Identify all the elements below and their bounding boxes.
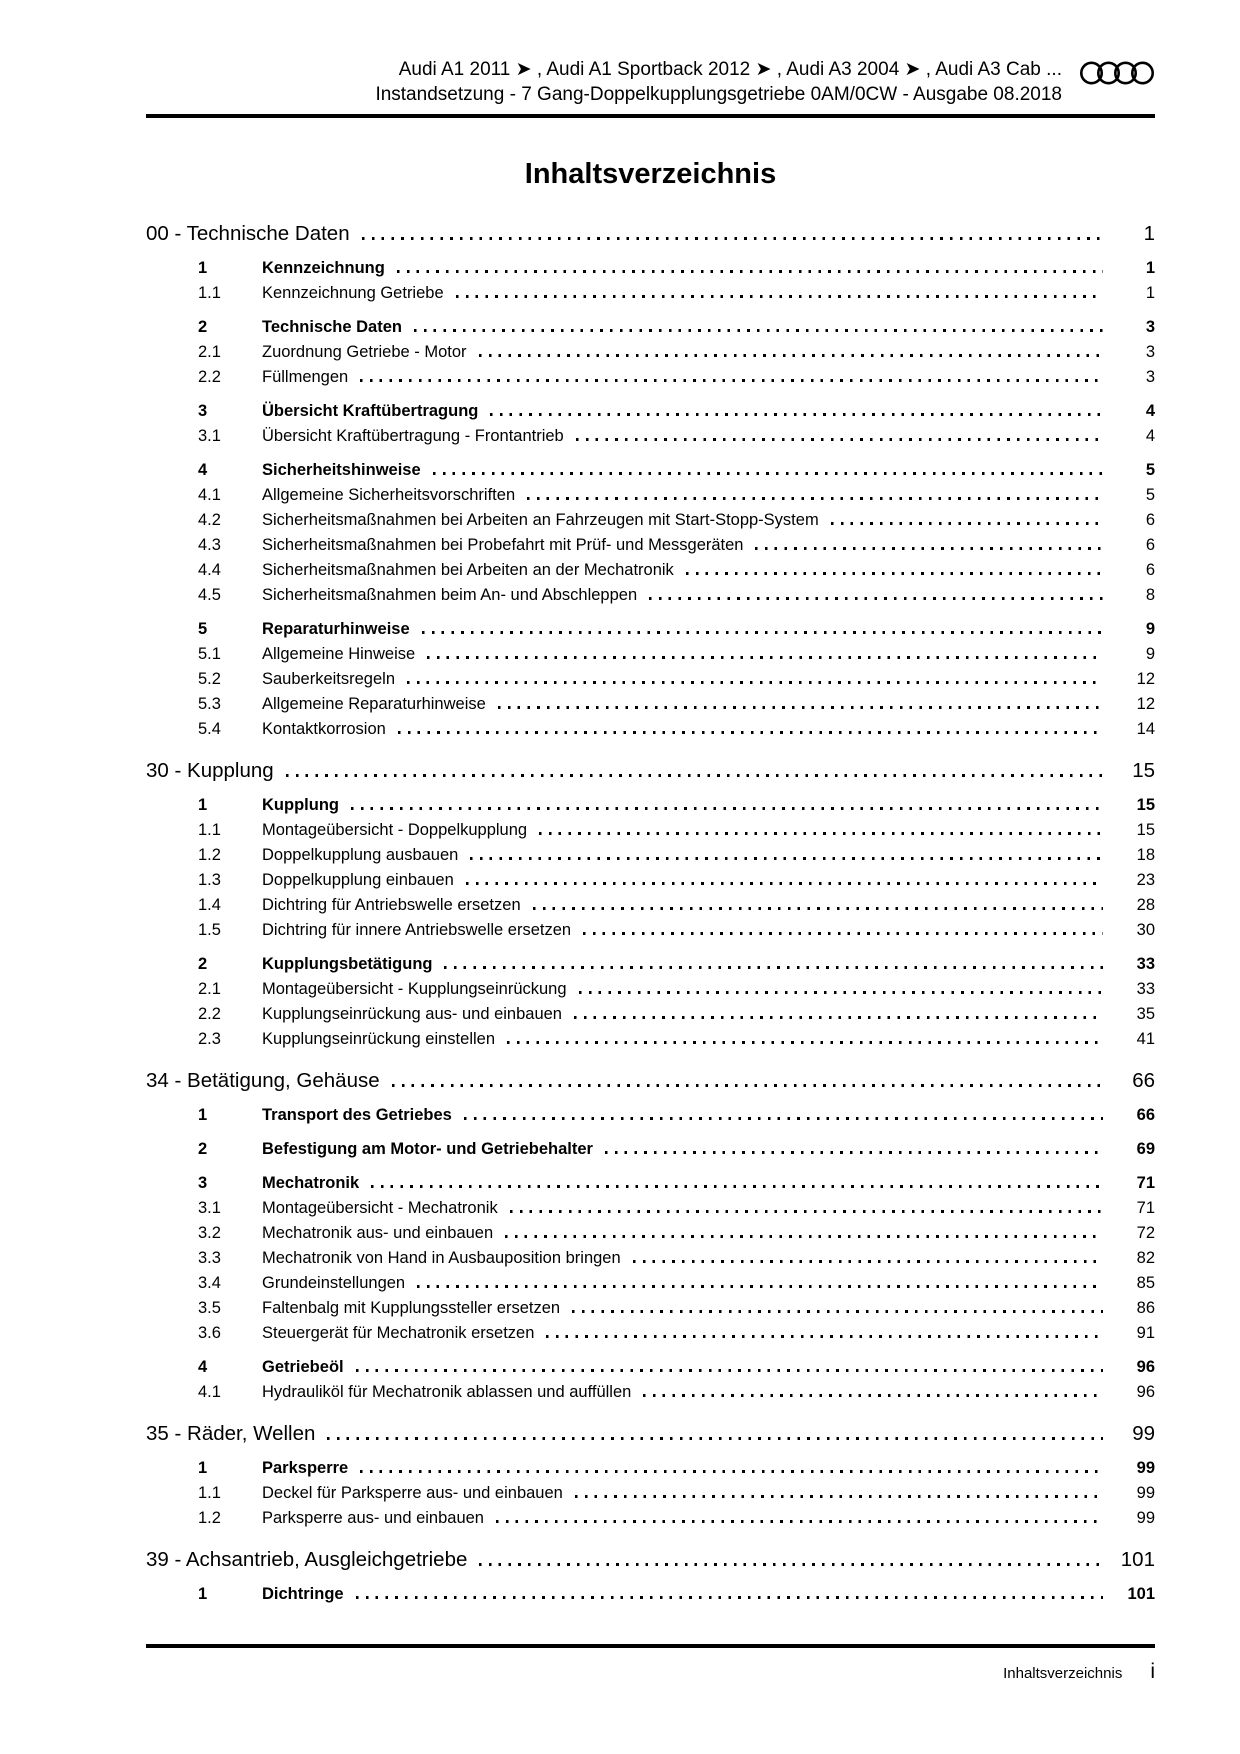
toc-entry-number: 3 (198, 1174, 208, 1192)
toc-entry-label: Sicherheitsmaßnahmen beim An- und Abschleppen (262, 586, 638, 604)
footer-divider (146, 1644, 1155, 1648)
toc-row-section (146, 399, 1155, 424)
toc-row-subsection (146, 281, 1155, 306)
toc-entry-number: 1 (198, 1585, 208, 1603)
toc-entry-label: Reparaturhinweise (262, 620, 410, 638)
dot-leader (649, 597, 1103, 600)
toc-entry-number: 1 (198, 1459, 208, 1477)
toc-entry-page: 41 (1136, 1030, 1155, 1048)
toc-entry-number: 5.3 (198, 695, 221, 713)
toc-entry-page: 33 (1136, 955, 1155, 973)
toc-entry-label: 39 - Achsantrieb, Ausgleichgetriebe (146, 1548, 468, 1571)
toc-row-subsection (146, 1321, 1155, 1346)
toc-entry-label: Montageübersicht - Kupplungseinrückung (262, 980, 567, 998)
footer-text (146, 1660, 1155, 1684)
toc-entry-number: 1 (198, 259, 208, 277)
toc-entry-number: 1 (198, 796, 208, 814)
dot-leader (327, 1437, 1103, 1440)
toc-entry-number: 5.4 (198, 720, 221, 738)
toc-entry-page: 1 (1145, 284, 1155, 302)
toc-entry-number: 1.1 (198, 284, 221, 302)
header-divider (146, 114, 1155, 118)
toc-entry-number: 3.2 (198, 1224, 221, 1242)
dot-leader (633, 1260, 1103, 1263)
audi-rings-logo (1079, 59, 1155, 92)
toc-entry-label: Getriebeöl (262, 1358, 344, 1376)
toc-entry-label: Kontaktkorrosion (262, 720, 386, 738)
toc-row-subsection (146, 977, 1155, 1002)
toc-entry-page: 4 (1145, 427, 1155, 445)
toc-row-subsection (146, 483, 1155, 508)
dot-leader (575, 1495, 1103, 1498)
toc-entry-label: Montageübersicht - Mechatronik (262, 1199, 498, 1217)
toc-row-subsection (146, 1246, 1155, 1271)
toc-entry-label: Kupplungseinrückung aus- und einbauen (262, 1005, 562, 1023)
dot-leader (422, 631, 1103, 634)
dot-leader (392, 1084, 1103, 1087)
toc-entry-page: 71 (1136, 1199, 1155, 1217)
toc-entry-number: 4.1 (198, 486, 221, 504)
toc-row-section (146, 1171, 1155, 1196)
dot-leader (470, 857, 1103, 860)
toc-entry-label: Kupplungsbetätigung (262, 955, 433, 973)
toc-row-subsection (146, 558, 1155, 583)
toc-entry-label: Dichtringe (262, 1585, 344, 1603)
toc-entry-label: Parksperre aus- und einbauen (262, 1509, 484, 1527)
toc-row-section (146, 1456, 1155, 1481)
toc-entry-page: 6 (1145, 536, 1155, 554)
toc-row-subsection (146, 893, 1155, 918)
toc-entry-number: 2.2 (198, 1005, 221, 1023)
footer-section-label: Inhaltsverzeichnis (1003, 1665, 1123, 1682)
dot-leader (576, 438, 1103, 441)
toc-entry-page: 9 (1145, 645, 1155, 663)
dot-leader (510, 1210, 1103, 1213)
toc-entry-page: 15 (1132, 759, 1155, 782)
toc-row-section (146, 1103, 1155, 1128)
toc-row-section (146, 1137, 1155, 1162)
toc-entry-number: 1.2 (198, 846, 221, 864)
toc-entry-page: 69 (1136, 1140, 1155, 1158)
dot-leader (583, 932, 1103, 935)
toc-entry-page: 5 (1145, 461, 1155, 479)
dot-leader (466, 882, 1103, 885)
toc-entry-label: Füllmengen (262, 368, 349, 386)
toc-entry-label: 35 - Räder, Wellen (146, 1422, 316, 1445)
toc-row-section (146, 617, 1155, 642)
toc-row-subsection (146, 1271, 1155, 1296)
toc-row-chapter (146, 221, 1155, 247)
toc-entry-page: 3 (1145, 343, 1155, 361)
toc-row-chapter (146, 758, 1155, 784)
toc-row-subsection (146, 1196, 1155, 1221)
dot-leader (479, 354, 1103, 357)
dot-leader (533, 907, 1103, 910)
dot-leader (464, 1117, 1103, 1120)
toc-entry-number: 5 (198, 620, 208, 638)
toc-entry-number: 4.1 (198, 1383, 221, 1401)
toc-row-subsection (146, 1296, 1155, 1321)
toc-entry-page: 5 (1145, 486, 1155, 504)
toc-row-subsection (146, 424, 1155, 449)
toc-entry-page: 101 (1127, 1585, 1155, 1603)
dot-leader (546, 1335, 1103, 1338)
page-header (146, 0, 1155, 118)
toc-entry-number: 4.3 (198, 536, 221, 554)
toc-entry-page: 3 (1145, 318, 1155, 336)
toc-entry-label: Transport des Getriebes (262, 1106, 452, 1124)
toc-entry-label: 30 - Kupplung (146, 759, 274, 782)
dot-leader (286, 774, 1103, 777)
toc-row-subsection (146, 1380, 1155, 1405)
toc-entry-number: 4.4 (198, 561, 221, 579)
toc-entry-label: Kennzeichnung Getriebe (262, 284, 444, 302)
toc-row-section (146, 952, 1155, 977)
toc-entry-page: 6 (1145, 561, 1155, 579)
toc-row-chapter (146, 1068, 1155, 1094)
toc-entry-label: Sicherheitsmaßnahmen bei Probefahrt mit Prüf- und Messgeräten (262, 536, 744, 554)
toc-row-section (146, 256, 1155, 281)
toc-row-subsection (146, 642, 1155, 667)
toc-entry-page: 72 (1136, 1224, 1155, 1242)
toc-entry-page: 18 (1136, 846, 1155, 864)
toc-entry-page: 99 (1136, 1509, 1155, 1527)
toc-row-subsection (146, 818, 1155, 843)
dot-leader (496, 1520, 1103, 1523)
toc-entry-number: 2.1 (198, 343, 221, 361)
toc-row-section (146, 1355, 1155, 1380)
toc-entry-number: 3.4 (198, 1274, 221, 1292)
dot-leader (398, 731, 1103, 734)
toc-entry-page: 71 (1136, 1174, 1155, 1192)
toc-entry-page: 15 (1136, 796, 1155, 814)
toc-entry-label: Übersicht Kraftübertragung - Frontantrieb (262, 427, 564, 445)
toc-entry-label: Doppelkupplung ausbauen (262, 846, 459, 864)
dot-leader (397, 270, 1103, 273)
toc-entry-label: Allgemeine Sicherheitsvorschriften (262, 486, 516, 504)
toc-entry-page: 66 (1132, 1069, 1155, 1092)
toc-entry-number: 1.1 (198, 821, 221, 839)
toc-entry-label: Parksperre (262, 1459, 349, 1477)
toc-entry-page: 82 (1136, 1249, 1155, 1267)
toc-entry-number: 4 (198, 461, 208, 479)
header-document-line: Instandsetzung - 7 Gang-Doppelkupplungsgetriebe 0AM/0CW - Ausgabe 08.2018 (375, 84, 1062, 105)
toc-row-subsection (146, 365, 1155, 390)
dot-leader (643, 1394, 1103, 1397)
toc-row-chapter (146, 1421, 1155, 1447)
dot-leader (444, 966, 1103, 969)
toc-entry-number: 5.1 (198, 645, 221, 663)
toc-entry-page: 4 (1145, 402, 1155, 420)
toc-entry-label: Sicherheitsmaßnahmen bei Arbeiten an Fahrzeugen mit Start-Stopp-System (262, 511, 819, 529)
toc-entry-number: 1.4 (198, 896, 221, 914)
toc-row-subsection (146, 1506, 1155, 1531)
toc-entry-page: 85 (1136, 1274, 1155, 1292)
toc-entry-number: 2.3 (198, 1030, 221, 1048)
dot-leader (360, 1470, 1103, 1473)
toc-entry-page: 12 (1136, 670, 1155, 688)
toc-row-subsection (146, 583, 1155, 608)
toc-entry-label: Technische Daten (262, 318, 402, 336)
toc-entry-number: 1 (198, 1106, 208, 1124)
dot-leader (572, 1310, 1103, 1313)
toc-entry-page: 1 (1145, 259, 1155, 277)
toc-row-subsection (146, 533, 1155, 558)
toc-entry-number: 3.3 (198, 1249, 221, 1267)
dot-leader (755, 547, 1103, 550)
toc-entry-label: Sauberkeitsregeln (262, 670, 395, 688)
page-title: Inhaltsverzeichnis (524, 158, 777, 190)
toc-entry-page: 86 (1136, 1299, 1155, 1317)
toc-row-subsection (146, 843, 1155, 868)
toc-row-section (146, 458, 1155, 483)
toc-row-subsection (146, 918, 1155, 943)
toc-entry-number: 2 (198, 1140, 208, 1158)
toc-entry-page: 6 (1145, 511, 1155, 529)
toc-entry-label: Befestigung am Motor- und Getriebehalter (262, 1140, 593, 1158)
toc-row-section (146, 793, 1155, 818)
toc-entry-label: Mechatronik aus- und einbauen (262, 1224, 494, 1242)
toc-entry-label: Montageübersicht - Doppelkupplung (262, 821, 528, 839)
toc-entry-page: 14 (1136, 720, 1155, 738)
toc-row-section (146, 1582, 1155, 1607)
toc-entry-number: 1.5 (198, 921, 221, 939)
toc-row-subsection (146, 1481, 1155, 1506)
toc-row-subsection (146, 1002, 1155, 1027)
toc-entry-label: Hydrauliköl für Mechatronik ablassen und auffüllen (262, 1383, 632, 1401)
dot-leader (351, 807, 1103, 810)
toc-entry-label: Mechatronik von Hand in Ausbauposition bringen (262, 1249, 621, 1267)
toc-entry-number: 1.1 (198, 1484, 221, 1502)
dot-leader (479, 1563, 1103, 1566)
toc-entry-label: 00 - Technische Daten (146, 222, 350, 245)
dot-leader (427, 656, 1103, 659)
toc-entry-label: Dichtring für Antriebswelle ersetzen (262, 896, 521, 914)
toc-row-subsection (146, 667, 1155, 692)
toc-entry-label: Grundeinstellungen (262, 1274, 406, 1292)
toc-entry-page: 3 (1145, 368, 1155, 386)
dot-leader (356, 1596, 1103, 1599)
toc-entry-page: 8 (1145, 586, 1155, 604)
dot-leader (539, 832, 1103, 835)
toc-entry-number: 5.2 (198, 670, 221, 688)
toc-entry-label: Zuordnung Getriebe - Motor (262, 343, 467, 361)
toc-entry-label: Allgemeine Reparaturhinweise (262, 695, 486, 713)
toc-entry-number: 2 (198, 955, 208, 973)
page-content (146, 0, 1155, 1607)
toc-row-subsection (146, 692, 1155, 717)
dot-leader (605, 1151, 1103, 1154)
toc-entry-label: Sicherheitsmaßnahmen bei Arbeiten an der Mechatronik (262, 561, 674, 579)
dot-leader (371, 1185, 1103, 1188)
toc-row-subsection (146, 1221, 1155, 1246)
dot-leader (417, 1285, 1103, 1288)
toc-entry-label: Doppelkupplung einbauen (262, 871, 454, 889)
toc-entry-page: 66 (1136, 1106, 1155, 1124)
dot-leader (527, 497, 1103, 500)
toc-entry-number: 3 (198, 402, 208, 420)
toc-entry-label: Kupplungseinrückung einstellen (262, 1030, 495, 1048)
toc-entry-page: 9 (1145, 620, 1155, 638)
toc-entry-label: Mechatronik (262, 1174, 360, 1192)
toc-entry-page: 101 (1120, 1548, 1155, 1571)
toc-entry-page: 30 (1136, 921, 1155, 939)
dot-leader (356, 1369, 1103, 1372)
dot-leader (686, 572, 1103, 575)
toc-entry-number: 3.6 (198, 1324, 221, 1342)
toc-entry-page: 99 (1136, 1459, 1155, 1477)
dot-leader (574, 1016, 1103, 1019)
toc-entry-label: Kennzeichnung (262, 259, 385, 277)
toc-entry-page: 12 (1136, 695, 1155, 713)
dot-leader (407, 681, 1103, 684)
toc-entry-page: 96 (1136, 1383, 1155, 1401)
toc-entry-label: Faltenbalg mit Kupplungssteller ersetzen (262, 1299, 561, 1317)
toc-entry-page: 15 (1136, 821, 1155, 839)
dot-leader (414, 329, 1103, 332)
toc-entry-number: 2.2 (198, 368, 221, 386)
toc-entry-number: 3.1 (198, 1199, 221, 1217)
toc-entry-number: 2 (198, 318, 208, 336)
toc-entry-page: 23 (1136, 871, 1155, 889)
toc-entry-label: 34 - Betätigung, Gehäuse (146, 1069, 380, 1092)
toc-entry-page: 35 (1136, 1005, 1155, 1023)
toc-entry-label: Kupplung (262, 796, 339, 814)
dot-leader (579, 991, 1103, 994)
toc-entry-label: Übersicht Kraftübertragung (262, 402, 479, 420)
toc-row-subsection (146, 508, 1155, 533)
toc-row-subsection (146, 717, 1155, 742)
toc-entry-label: Dichtring für innere Antriebswelle ersetzen (262, 921, 572, 939)
dot-leader (490, 413, 1103, 416)
toc-entry-number: 3.5 (198, 1299, 221, 1317)
toc-entry-page: 99 (1132, 1422, 1155, 1445)
toc-entry-page: 33 (1136, 980, 1155, 998)
toc-entry-page: 28 (1136, 896, 1155, 914)
toc-entry-label: Deckel für Parksperre aus- und einbauen (262, 1484, 563, 1502)
dot-leader (505, 1235, 1103, 1238)
table-of-contents (146, 221, 1155, 1607)
toc-entry-number: 4.2 (198, 511, 221, 529)
toc-entry-page: 96 (1136, 1358, 1155, 1376)
toc-entry-number: 3.1 (198, 427, 221, 445)
toc-entry-label: Sicherheitshinweise (262, 461, 421, 479)
toc-entry-label: Steuergerät für Mechatronik ersetzen (262, 1324, 535, 1342)
toc-row-subsection (146, 340, 1155, 365)
header-text (146, 57, 1155, 107)
dot-leader (433, 472, 1103, 475)
toc-entry-number: 4 (198, 1358, 208, 1376)
toc-entry-number: 2.1 (198, 980, 221, 998)
toc-row-subsection (146, 1027, 1155, 1052)
dot-leader (456, 295, 1103, 298)
toc-entry-number: 4.5 (198, 586, 221, 604)
toc-row-chapter (146, 1547, 1155, 1573)
dot-leader (360, 379, 1103, 382)
toc-entry-number: 1.2 (198, 1509, 221, 1527)
toc-row-section (146, 315, 1155, 340)
toc-entry-number: 1.3 (198, 871, 221, 889)
dot-leader (362, 237, 1103, 240)
toc-entry-label: Allgemeine Hinweise (262, 645, 416, 663)
header-model-line: Audi A1 2011 ➤ , Audi A1 Sportback 2012 ➤ , Audi A3 2004 ➤ , Audi A3 Cab ... (398, 59, 1062, 80)
page-footer (146, 1644, 1155, 1684)
toc-entry-page: 1 (1143, 222, 1155, 245)
dot-leader (498, 706, 1103, 709)
toc-row-subsection (146, 868, 1155, 893)
dot-leader (831, 522, 1103, 525)
dot-leader (507, 1041, 1103, 1044)
toc-entry-page: 99 (1136, 1484, 1155, 1502)
footer-page-number: i (1150, 1660, 1155, 1683)
toc-entry-page: 91 (1136, 1324, 1155, 1342)
